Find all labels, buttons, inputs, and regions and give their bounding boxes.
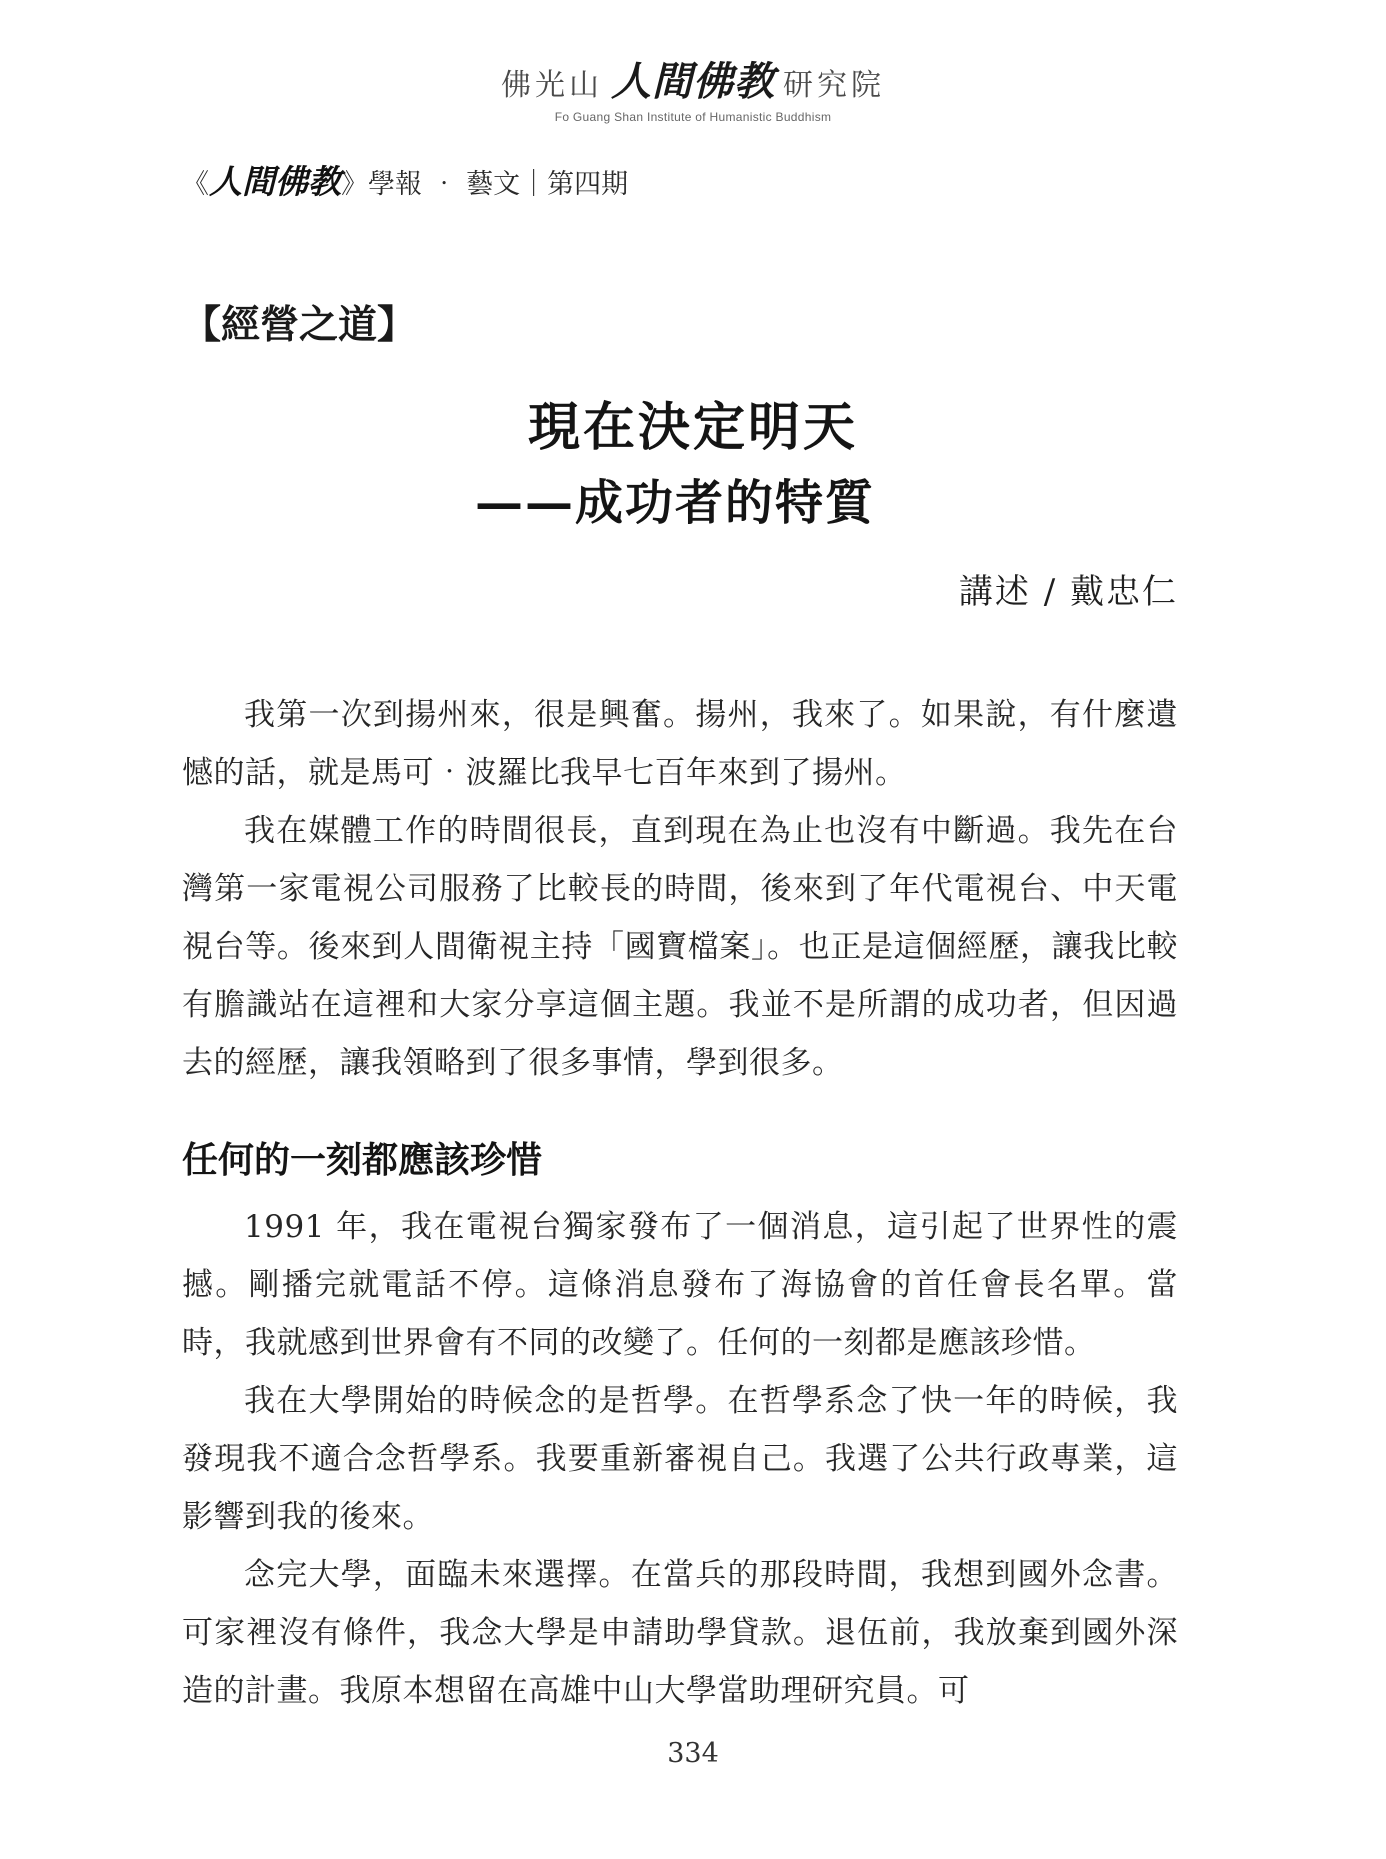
author-byline: 講述 / 戴忠仁 [958, 572, 1178, 612]
institute-suffix: 研究院 [783, 68, 885, 103]
institute-prefix: 佛光山 [501, 68, 603, 103]
journal-running-head [182, 162, 628, 205]
body-paragraph-2 [182, 802, 1178, 1092]
article-title: 現在決定明天 [527, 397, 858, 458]
page-number: 334 [667, 1738, 719, 1769]
section-tag: 【經營之道】 [182, 302, 417, 348]
article-subtitle: ——成功者的特質 [475, 475, 876, 531]
paragraph-text: 1991 年，我在電視台獨家發布了一個消息，這引起了世界性的震撼。剛播完就電話不停。這條消息發布了海協會的首任會長名單。當時，我就感到世界會有不同的改變了。任何的一刻都是應該珍惜。 [182, 1209, 1178, 1361]
running-head-rest: 》學報 ‧ 藝文｜第四期 [341, 169, 629, 200]
institute-header [0, 60, 1386, 124]
paragraph-text: 念完大學，面臨未來選擇。在當兵的那段時間，我想到國外念書。可家裡沒有條件，我念大學是申請助學貸款。退伍前，我放棄到國外深造的計畫。我原本想留在高雄中山大學當助理研究員。可 [182, 1557, 1178, 1709]
institute-name [0, 60, 1386, 108]
institute-brand-logo: 人間佛教 [611, 58, 775, 105]
institute-english-name: Fo Guang Shan Institute of Humanistic Buddhism [554, 110, 832, 124]
body-paragraph-3 [182, 1198, 1178, 1372]
body-paragraph-5 [182, 1546, 1178, 1720]
paragraph-text: 我在媒體工作的時間很長，直到現在為止也沒有中斷過。我先在台灣第一家電視公司服務了比較長的時間，後來到了年代電視台、中天電視台等。後來到人間衛視主持「國寶檔案」。也正是這個經歷，讓我比較有膽識站在這裡和大家分享這個主題。我並不是所謂的成功者，但因過去的經歷，讓我領略到了很多事情，學到很多。 [182, 813, 1178, 1081]
section-heading: 任何的一刻都應該珍惜 [182, 1139, 543, 1181]
body-paragraph-4 [182, 1372, 1178, 1546]
body-paragraph-1 [182, 686, 1178, 802]
paragraph-text: 我在大學開始的時候念的是哲學。在哲學系念了快一年的時候，我發現我不適合念哲學系。我要重新審視自己。我選了公共行政專業，這影響到我的後來。 [182, 1383, 1178, 1535]
paragraph-text: 我第一次到揚州來，很是興奮。揚州，我來了。如果說，有什麼遺憾的話，就是馬可‧波羅比我早七百年來到了揚州。 [182, 697, 1178, 791]
running-head-brand: 人間佛教 [209, 162, 341, 201]
running-head-open: 《 [182, 169, 209, 200]
